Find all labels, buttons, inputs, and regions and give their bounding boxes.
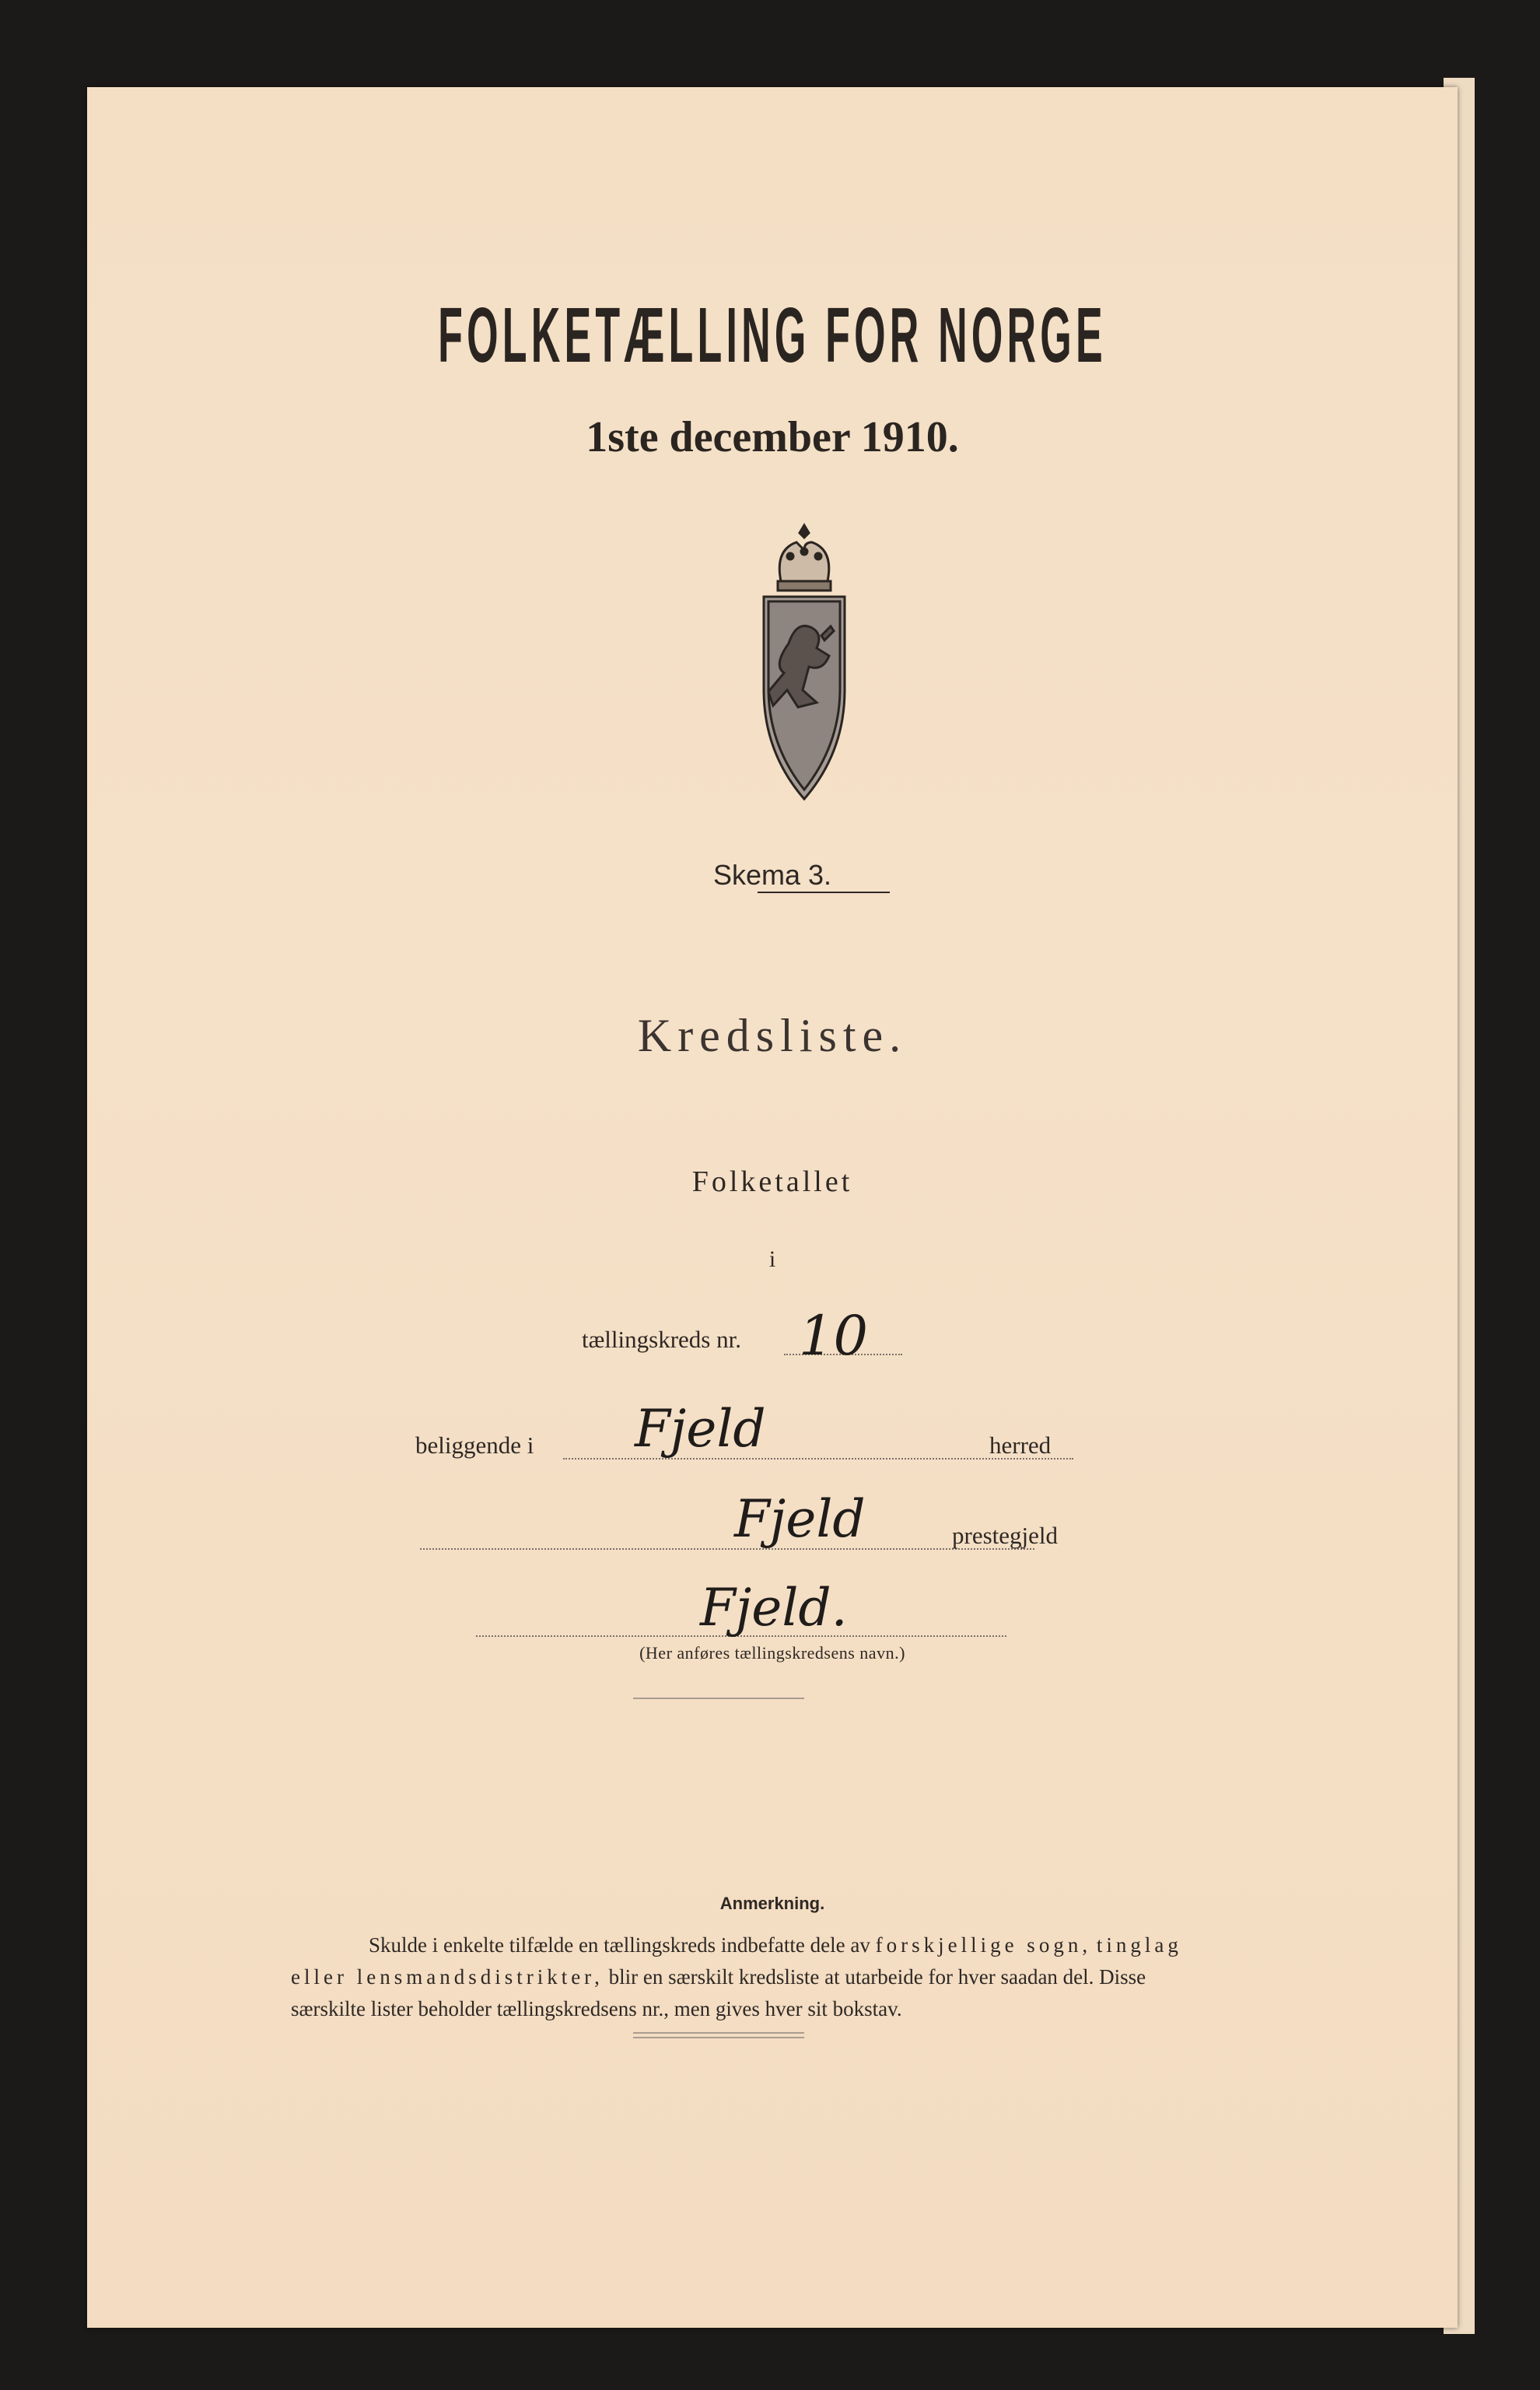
- parish-value: Fjeld: [734, 1489, 866, 1549]
- municipality-suffix: herred: [989, 1432, 1052, 1459]
- note-line-1: [291, 1929, 1358, 1961]
- schema-label: Skema 3.: [712, 859, 832, 891]
- form-heading: Kredsliste.: [637, 1010, 908, 1061]
- located-label: beliggende i: [415, 1432, 534, 1459]
- note-line-2: [291, 1961, 1358, 1993]
- parish-suffix: prestegjeld: [952, 1522, 1059, 1549]
- municipality-value: Fjeld: [635, 1399, 766, 1459]
- note-line-1-c: tinglag: [1096, 1933, 1182, 1957]
- note-line-3: særskilte lister beholder tællingskredsens nr., men gives hver sit bokstav.: [291, 1997, 902, 2020]
- note-line-2-a: eller lensmandsdistrikter,: [291, 1965, 604, 1989]
- census-form-page: [87, 87, 1458, 2328]
- schema-underline: [758, 892, 890, 893]
- note-line-1-b: forskjellige sogn,: [875, 1933, 1092, 1957]
- note-title: Anmerkning.: [719, 1894, 825, 1913]
- form-subheading: Folketallet: [691, 1165, 853, 1198]
- footer-rule-bottom: [633, 2037, 804, 2038]
- parish-line: [420, 1548, 1034, 1550]
- district-name-hint: (Her anføres tællingskredsens navn.): [639, 1643, 905, 1663]
- district-name-value: Fjeld.: [700, 1578, 848, 1638]
- note-line-1-a: Skulde i enkelte tilfælde en tællingskreds indbefatte dele av: [369, 1933, 870, 1957]
- district-number-value: 10: [799, 1304, 869, 1368]
- section-divider: [633, 1698, 804, 1699]
- preposition-text: i: [768, 1246, 776, 1272]
- coat-of-arms-icon: [750, 519, 859, 807]
- footer-rule-top: [633, 2032, 804, 2034]
- district-number-label: tællingskreds nr.: [582, 1326, 741, 1353]
- note-body: [291, 1929, 1358, 2025]
- form-title: FOLKETÆLLING FOR NORGE: [438, 292, 1107, 379]
- note-line-2-b: blir en særskilt kredsliste at utarbeide for hver saadan del. Disse: [608, 1965, 1146, 1989]
- census-date: 1ste december 1910.: [586, 413, 959, 461]
